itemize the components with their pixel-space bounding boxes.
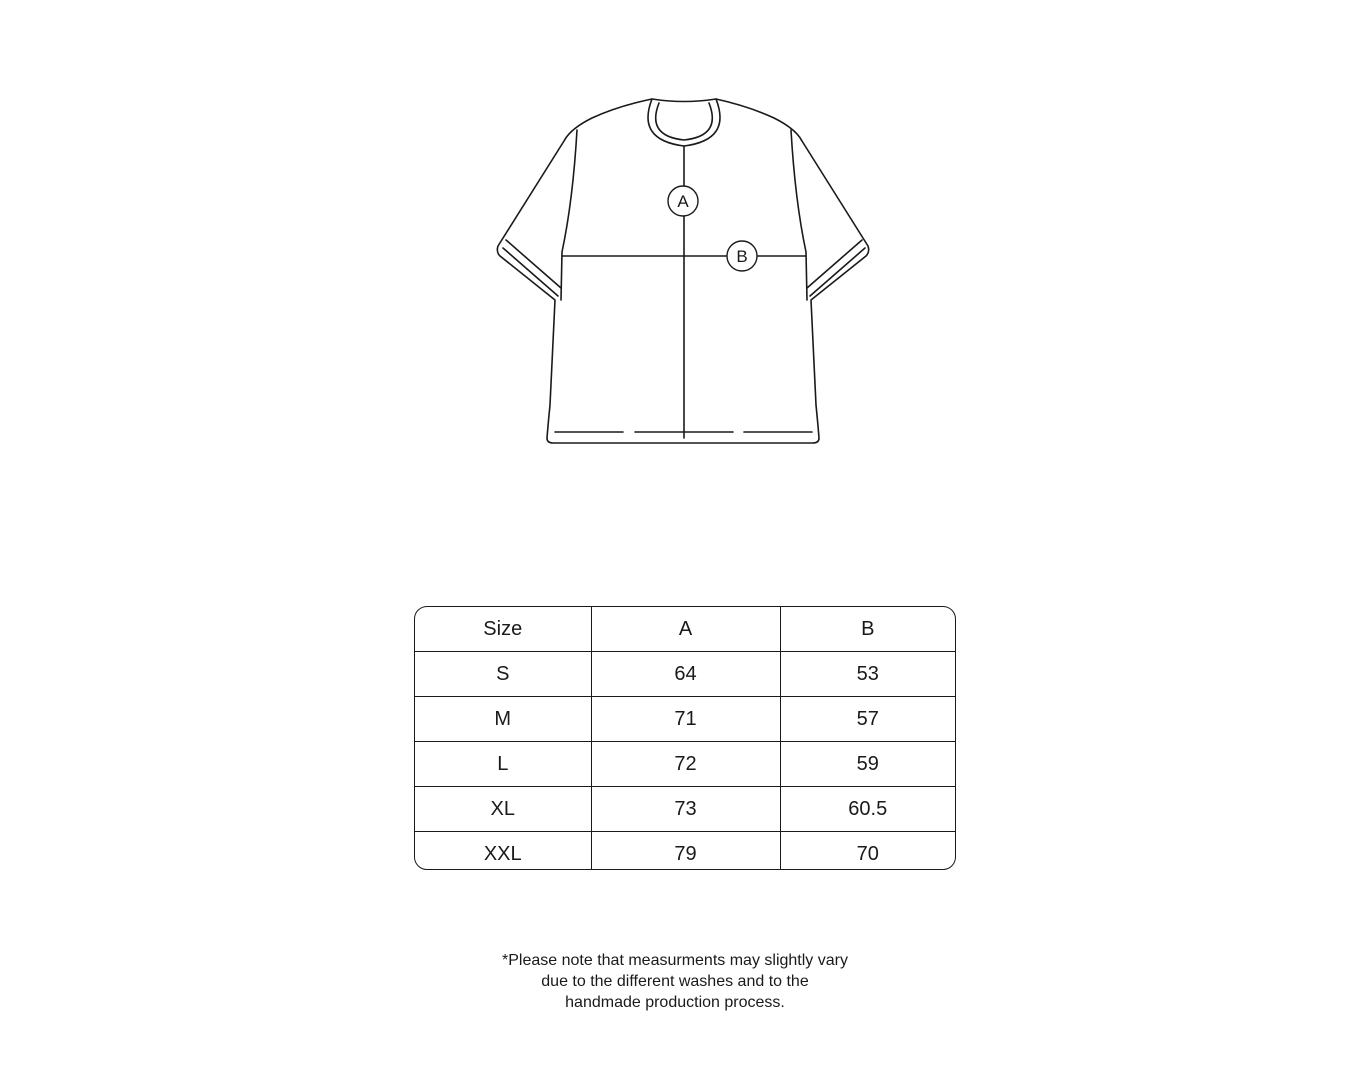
- cell-a: 79: [591, 832, 780, 871]
- cell-b: 57: [780, 697, 955, 742]
- table-row: [415, 787, 955, 832]
- table-header-row: [415, 607, 955, 652]
- header-a: A: [591, 607, 780, 652]
- table-row: [415, 742, 955, 787]
- note-line: due to the different washes and to the: [541, 973, 809, 990]
- size-table: [415, 607, 955, 870]
- note-line: handmade production process.: [565, 994, 785, 1011]
- measurement-note: [0, 950, 1350, 1013]
- header-size: Size: [415, 607, 591, 652]
- tshirt-outline: [497, 99, 868, 443]
- cell-a: 64: [591, 652, 780, 697]
- cell-a: 71: [591, 697, 780, 742]
- table-row: [415, 652, 955, 697]
- header-b: B: [780, 607, 955, 652]
- size-chart: [414, 606, 956, 870]
- cell-size: XL: [415, 787, 591, 832]
- cell-size: M: [415, 697, 591, 742]
- cell-size: S: [415, 652, 591, 697]
- marker-a: [668, 186, 698, 216]
- cell-b: 59: [780, 742, 955, 787]
- cell-size: L: [415, 742, 591, 787]
- cell-a: 73: [591, 787, 780, 832]
- marker-b-label: B: [736, 247, 748, 266]
- table-row: [415, 832, 955, 871]
- marker-a-label: A: [677, 192, 689, 211]
- marker-b: [727, 241, 757, 271]
- table-row: [415, 697, 955, 742]
- tshirt-diagram: [0, 0, 1350, 470]
- cell-a: 72: [591, 742, 780, 787]
- note-line: *Please note that measurments may slightly vary: [502, 952, 848, 969]
- cell-b: 60.5: [780, 787, 955, 832]
- cell-b: 70: [780, 832, 955, 871]
- cell-b: 53: [780, 652, 955, 697]
- cell-size: XXL: [415, 832, 591, 871]
